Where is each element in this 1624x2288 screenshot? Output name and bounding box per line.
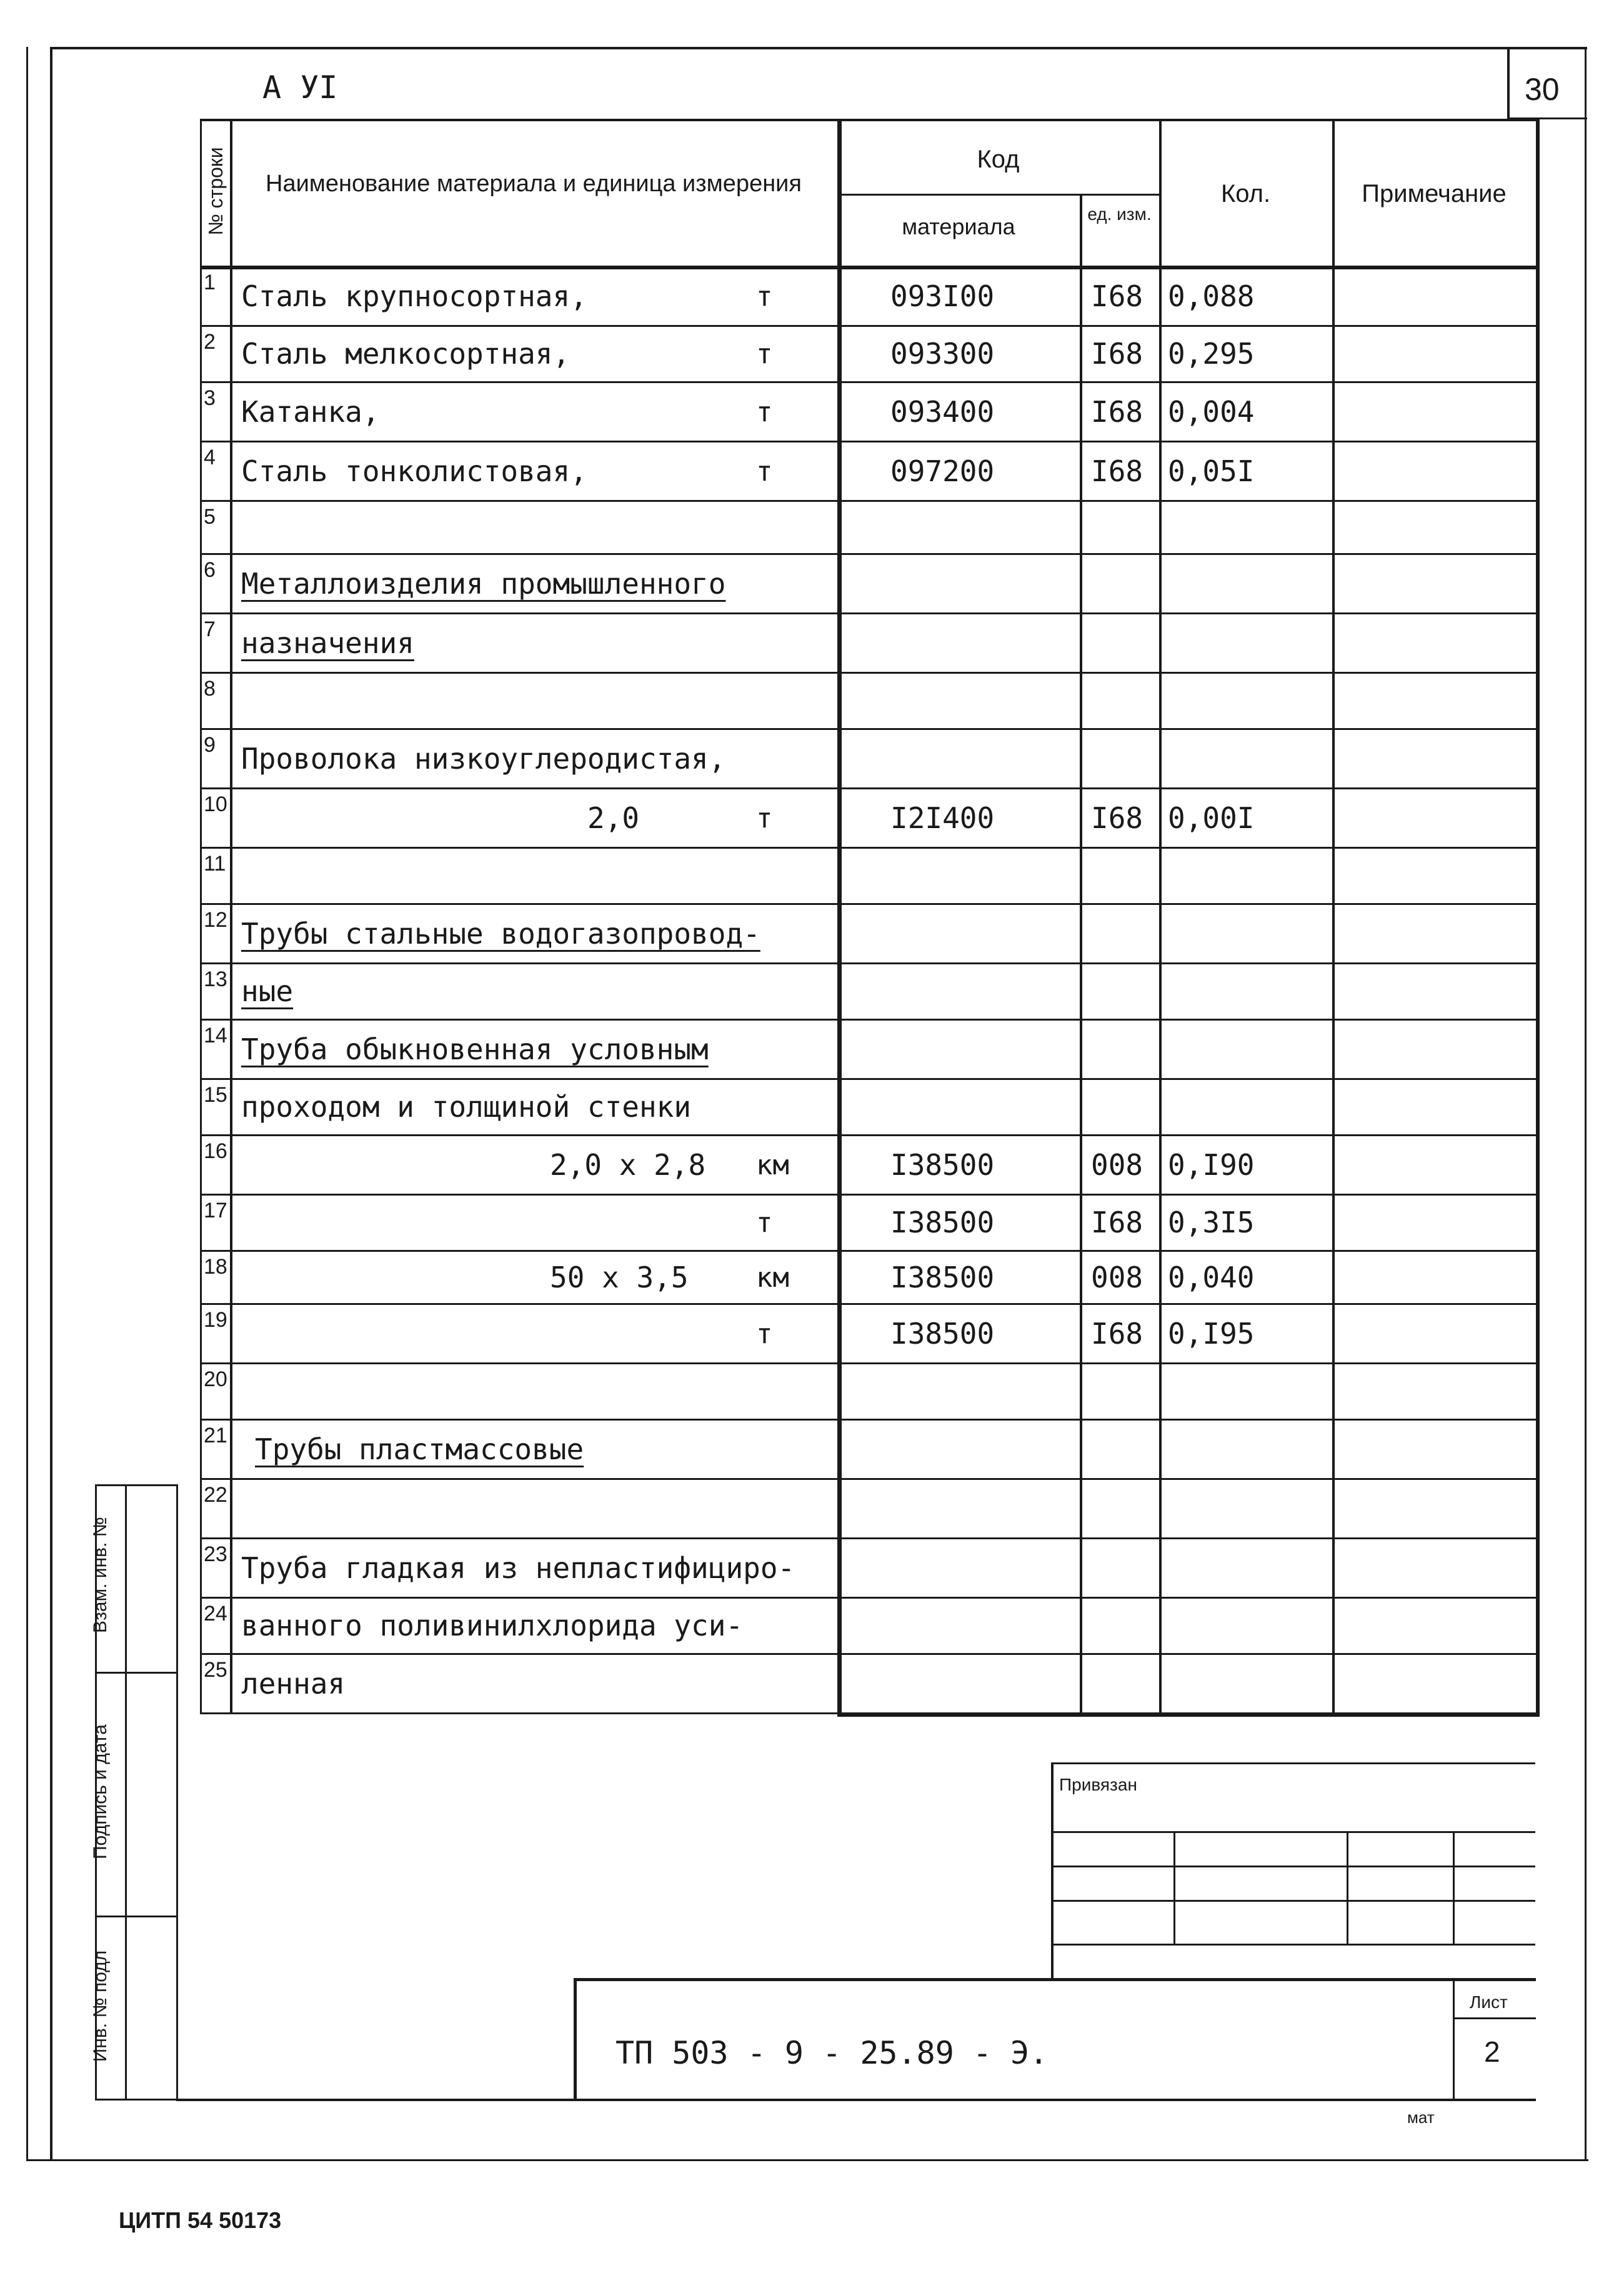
header-qty: Кол. bbox=[1220, 180, 1271, 207]
tb-grid-h2 bbox=[1051, 1866, 1535, 1867]
row-divider-4 bbox=[200, 441, 1536, 442]
row-qty-3: 0,004 bbox=[1168, 394, 1255, 429]
row-number-8: 8 bbox=[204, 677, 216, 701]
row-ucode-10: I68 bbox=[1091, 801, 1143, 835]
row-unit-3: т bbox=[756, 396, 773, 428]
row-unit-4: т bbox=[756, 455, 773, 487]
row-divider-25 bbox=[200, 1653, 1536, 1655]
frame-left bbox=[50, 47, 52, 2159]
row-ucode-16: 008 bbox=[1091, 1147, 1143, 1182]
header-name: Наименование материала и единица измерения bbox=[266, 171, 802, 197]
row-divider-7 bbox=[200, 612, 1536, 614]
row-number-20: 20 bbox=[204, 1367, 227, 1391]
table-col4 bbox=[1159, 119, 1162, 1712]
header-row-no: № строки bbox=[204, 147, 227, 236]
row-divider-22 bbox=[200, 1478, 1536, 1480]
stamp-top bbox=[95, 1484, 177, 1486]
tb-privyazan-label: Привязан bbox=[1059, 1775, 1137, 1794]
table-left bbox=[200, 119, 202, 1712]
row-code-18: I38500 bbox=[890, 1260, 995, 1294]
row-name-6: Металлоизделия промышленного bbox=[241, 566, 726, 601]
stamp-col-right bbox=[176, 1484, 178, 2100]
row-ucode-19: I68 bbox=[1091, 1316, 1143, 1351]
table-col2 bbox=[837, 119, 842, 1712]
frame-bottom bbox=[26, 2159, 1588, 2161]
row-qty-16: 0,I90 bbox=[1168, 1147, 1255, 1182]
row-number-12: 12 bbox=[204, 908, 227, 932]
row-unit-10: т bbox=[756, 802, 773, 834]
row-name-12: Трубы стальные водогазопровод- bbox=[241, 916, 760, 951]
row-number-3: 3 bbox=[204, 386, 216, 410]
footer-print-code: ЦИТП 54 50173 bbox=[119, 2207, 282, 2233]
page-number-box-left bbox=[1507, 47, 1510, 119]
row-ucode-1: I68 bbox=[1091, 279, 1143, 313]
row-number-4: 4 bbox=[204, 446, 216, 469]
row-divider-10 bbox=[200, 787, 1536, 789]
row-divider-6 bbox=[200, 553, 1536, 555]
row-code-10: I2I400 bbox=[890, 801, 995, 835]
table-bottom-left bbox=[200, 1712, 837, 1714]
stamp-col-mid bbox=[125, 1484, 127, 2100]
tb-sheet-number: 2 bbox=[1484, 2036, 1500, 2068]
tb-format-label: мат bbox=[1407, 2108, 1435, 2127]
row-number-6: 6 bbox=[204, 558, 216, 582]
header-code-group: Код bbox=[977, 146, 1020, 173]
corner-label: А УI bbox=[262, 69, 338, 106]
row-divider-5 bbox=[200, 500, 1536, 502]
row-number-22: 22 bbox=[204, 1483, 227, 1507]
row-unit-17: т bbox=[756, 1207, 773, 1239]
row-divider-3 bbox=[200, 381, 1536, 383]
stamp-div-1 bbox=[95, 1672, 177, 1674]
row-name-2: Сталь мелкосортная, bbox=[241, 337, 570, 371]
row-name-24: ванного поливинилхлорида уси- bbox=[241, 1609, 744, 1642]
table-right bbox=[1536, 119, 1540, 1712]
tb-sheet-left bbox=[1453, 1978, 1455, 2100]
row-name-23: Труба гладкая из непластифициро- bbox=[241, 1551, 795, 1585]
tb-doc-code: ТП 503 - 9 - 25.89 - Э. bbox=[615, 2035, 1049, 2071]
row-number-23: 23 bbox=[204, 1542, 227, 1566]
tb-grid-h4 bbox=[1051, 1944, 1535, 1946]
table-top bbox=[200, 119, 1536, 121]
stamp-vzam-inv: Взам. инв. № bbox=[90, 1517, 111, 1633]
table-head-mid bbox=[837, 194, 1159, 196]
row-number-16: 16 bbox=[204, 1139, 227, 1163]
stamp-podpis-data: Подпись и дата bbox=[90, 1724, 111, 1859]
row-name-7: назначения bbox=[241, 626, 414, 660]
row-divider-23 bbox=[200, 1537, 1536, 1539]
tb-main-left bbox=[574, 1978, 577, 2100]
row-divider-14 bbox=[200, 1019, 1536, 1021]
row-divider-17 bbox=[200, 1194, 1536, 1196]
tb-sheet-div bbox=[1453, 2017, 1536, 2019]
row-number-11: 11 bbox=[204, 852, 226, 876]
row-number-5: 5 bbox=[204, 505, 216, 529]
stamp-inv-podl: Инв. № подл bbox=[90, 1950, 111, 2062]
row-name-1: Сталь крупносортная, bbox=[241, 279, 587, 313]
row-name-16: 2,0 х 2,8 bbox=[550, 1147, 706, 1182]
row-divider-8 bbox=[200, 672, 1536, 674]
table-col3 bbox=[1080, 194, 1082, 1712]
tb-grid-h3 bbox=[1051, 1900, 1535, 1902]
row-code-3: 093400 bbox=[890, 394, 995, 429]
row-code-1: 093I00 bbox=[890, 279, 995, 313]
tb-grid-v2 bbox=[1347, 1831, 1348, 1944]
row-code-17: I38500 bbox=[890, 1206, 995, 1239]
row-name-14: Труба обыкновенная условным bbox=[241, 1032, 709, 1066]
frame-outer-left bbox=[26, 47, 28, 2161]
row-number-2: 2 bbox=[204, 330, 216, 354]
row-name-18: 50 х 3,5 bbox=[550, 1260, 689, 1294]
row-ucode-17: I68 bbox=[1091, 1206, 1143, 1239]
row-code-16: I38500 bbox=[890, 1147, 995, 1182]
page-number: 30 bbox=[1525, 72, 1560, 107]
row-number-7: 7 bbox=[204, 617, 216, 641]
row-ucode-4: I68 bbox=[1091, 454, 1143, 488]
row-unit-16: км bbox=[756, 1149, 789, 1181]
tb-sheet-label: Лист bbox=[1470, 1992, 1508, 2012]
row-number-25: 25 bbox=[204, 1658, 227, 1682]
table-head-bottom bbox=[200, 266, 1536, 269]
row-name-10: 2,0 bbox=[587, 801, 640, 835]
row-name-3: Катанка, bbox=[241, 394, 380, 429]
table-bottom bbox=[837, 1712, 1540, 1717]
frame-right bbox=[1585, 47, 1587, 2159]
row-divider-13 bbox=[200, 962, 1536, 964]
row-number-14: 14 bbox=[204, 1024, 227, 1047]
row-number-15: 15 bbox=[204, 1083, 227, 1107]
row-number-18: 18 bbox=[204, 1255, 227, 1279]
row-name-25: ленная bbox=[241, 1666, 346, 1701]
row-divider-19 bbox=[200, 1303, 1536, 1305]
header-code-material: материала bbox=[902, 214, 1015, 239]
row-number-1: 1 bbox=[204, 271, 216, 294]
row-name-9: Проволока низкоуглеродистая, bbox=[241, 741, 726, 776]
table-col1 bbox=[230, 119, 232, 1712]
row-number-10: 10 bbox=[204, 792, 227, 816]
row-qty-4: 0,05I bbox=[1168, 454, 1255, 488]
row-divider-16 bbox=[200, 1134, 1536, 1136]
row-qty-1: 0,088 bbox=[1168, 279, 1255, 313]
row-number-24: 24 bbox=[204, 1602, 227, 1626]
row-qty-10: 0,00I bbox=[1168, 801, 1255, 835]
header-code-unit: ед. изм. bbox=[1087, 204, 1152, 224]
row-number-9: 9 bbox=[204, 733, 216, 757]
row-divider-9 bbox=[200, 728, 1536, 730]
row-divider-11 bbox=[200, 847, 1536, 849]
tb-privyazan-left bbox=[1051, 1762, 1054, 1981]
tb-grid-v1 bbox=[1173, 1831, 1175, 1944]
tb-privyazan-top bbox=[1051, 1762, 1535, 1764]
row-divider-21 bbox=[200, 1419, 1536, 1421]
row-unit-19: т bbox=[756, 1317, 773, 1350]
row-number-19: 19 bbox=[204, 1308, 227, 1332]
row-ucode-18: 008 bbox=[1091, 1260, 1143, 1294]
row-unit-1: т bbox=[756, 280, 773, 312]
row-name-4: Сталь тонколистовая, bbox=[241, 454, 587, 488]
row-qty-19: 0,I95 bbox=[1168, 1316, 1255, 1351]
row-name-21: Трубы пластмассовые bbox=[255, 1432, 584, 1466]
row-ucode-2: I68 bbox=[1091, 337, 1143, 371]
row-divider-18 bbox=[200, 1250, 1536, 1252]
stamp-bottom bbox=[95, 2099, 177, 2101]
row-code-4: 097200 bbox=[890, 454, 995, 488]
row-unit-18: км bbox=[756, 1261, 789, 1294]
row-number-13: 13 bbox=[204, 967, 227, 991]
tb-main-top bbox=[574, 1978, 1536, 1981]
tb-grid-v3 bbox=[1453, 1831, 1455, 1944]
row-number-17: 17 bbox=[204, 1199, 227, 1222]
row-code-19: I38500 bbox=[890, 1316, 995, 1351]
row-name-13: ные bbox=[241, 974, 294, 1008]
tb-bottom bbox=[176, 2099, 1536, 2101]
row-qty-2: 0,295 bbox=[1168, 337, 1255, 371]
frame-top bbox=[50, 47, 1587, 49]
row-qty-18: 0,040 bbox=[1168, 1260, 1255, 1294]
row-divider-12 bbox=[200, 903, 1536, 905]
stamp-div-2 bbox=[95, 1916, 177, 1917]
row-divider-20 bbox=[200, 1362, 1536, 1364]
row-qty-17: 0,3I5 bbox=[1168, 1206, 1255, 1239]
row-number-21: 21 bbox=[204, 1424, 227, 1447]
row-unit-2: т bbox=[756, 338, 773, 370]
tb-grid-h1 bbox=[1051, 1831, 1535, 1833]
row-divider-2 bbox=[200, 325, 1536, 327]
row-ucode-3: I68 bbox=[1091, 394, 1143, 429]
row-name-15: проходом и толщиной стенки bbox=[241, 1090, 692, 1124]
row-divider-24 bbox=[200, 1597, 1536, 1599]
table-col5 bbox=[1332, 119, 1335, 1712]
row-code-2: 093300 bbox=[890, 337, 995, 371]
header-note: Примечание bbox=[1362, 180, 1507, 207]
row-divider-15 bbox=[200, 1078, 1536, 1080]
